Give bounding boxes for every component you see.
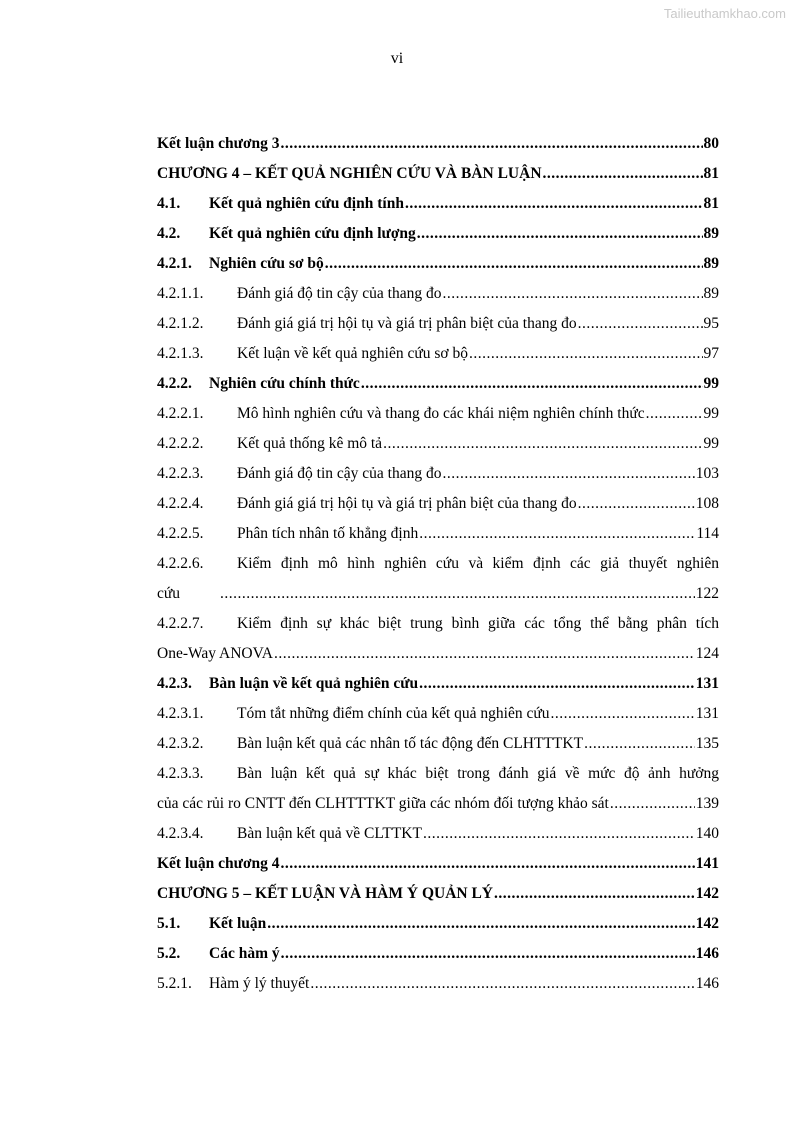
toc-entry-page: 139 [695, 795, 719, 812]
toc-entry-title: Kết luận [209, 915, 267, 932]
toc-leader-dots [646, 399, 703, 429]
toc-entry-page: 95 [703, 315, 719, 332]
toc-entry[interactable] [157, 549, 719, 579]
watermark: Tailieuthamkhao.com [663, 6, 786, 21]
toc-entry-title: Bàn luận kết quả sự khác biệt trong đánh giá về mức độ ảnh hưởng [237, 765, 719, 782]
toc-entry-page: 135 [695, 735, 719, 752]
toc-entry[interactable] [157, 189, 719, 219]
toc-entry-page: 89 [703, 225, 719, 242]
toc-entry[interactable] [157, 759, 719, 789]
toc-entry-number: 4.2.1.2. [157, 315, 204, 332]
toc-entry-number: 4.2.2.2. [157, 435, 204, 452]
toc-entry-page: 81 [703, 165, 719, 182]
toc-entry-number: 5.2.1. [157, 975, 192, 992]
toc-entry-page: 89 [703, 285, 719, 302]
toc-leader-dots [405, 189, 703, 219]
toc-entry[interactable] [157, 789, 719, 819]
toc-leader-dots [325, 249, 703, 279]
toc-entry-page: 108 [695, 495, 719, 512]
toc-entry-title: Kết quả thống kê mô tả [237, 435, 383, 452]
toc-entry[interactable] [157, 579, 719, 609]
toc-entry-page: 80 [703, 135, 719, 152]
toc-entry-page: 89 [703, 255, 719, 272]
toc-leader-dots [274, 639, 695, 669]
toc-entry-page: 99 [703, 375, 719, 392]
toc-entry-page: 131 [695, 675, 719, 692]
toc-entry[interactable] [157, 339, 719, 369]
toc-leader-dots [267, 909, 694, 939]
toc-entry-number: 4.2.2.5. [157, 525, 204, 542]
toc-entry[interactable] [157, 639, 719, 669]
toc-entry[interactable] [157, 129, 719, 159]
toc-entry-title: Hàm ý lý thuyết [209, 975, 310, 992]
toc-leader-dots [578, 489, 695, 519]
toc-entry-title: cứu [157, 585, 181, 602]
toc-entry[interactable] [157, 279, 719, 309]
toc-entry-title: Đánh giá giá trị hội tụ và giá trị phân biệt của thang đo [237, 315, 577, 332]
toc-entry-page: 146 [695, 945, 719, 962]
toc-entry-page: 114 [696, 525, 719, 542]
toc-entry[interactable] [157, 819, 719, 849]
toc-leader-dots [469, 339, 703, 369]
toc-entry-number: 4.2.3.4. [157, 825, 204, 842]
toc-leader-dots [442, 279, 702, 309]
toc-entry-title: Bàn luận kết quả về CLTTKT [237, 825, 422, 842]
toc-entry-number: 4.2.2.6. [157, 555, 204, 572]
toc-entry-number: 5.2. [157, 945, 181, 962]
toc-entry-title: Kết luận về kết quả nghiên cứu sơ bộ [237, 345, 468, 362]
toc-entry-title: Phân tích nhân tố khẳng định [237, 525, 419, 542]
toc-entry-title: Kết luận chương 4 [157, 855, 280, 872]
toc-leader-dots [417, 219, 703, 249]
toc-leader-dots [610, 789, 695, 819]
toc-entry[interactable] [157, 699, 719, 729]
toc-entry[interactable] [157, 399, 719, 429]
toc-entry[interactable] [157, 219, 719, 249]
toc-leader-dots [361, 369, 703, 399]
toc-entry-page: 122 [695, 585, 719, 602]
toc-entry-title: Kết luận chương 3 [157, 135, 280, 152]
toc-entry-title: Bàn luận về kết quả nghiên cứu [209, 675, 419, 692]
toc-entry-number: 4.2.3.1. [157, 705, 204, 722]
toc-entry[interactable] [157, 369, 719, 399]
toc-entry[interactable] [157, 159, 719, 189]
toc-entry-title: Kết quả nghiên cứu định tính [209, 195, 404, 212]
toc-leader-dots [419, 669, 695, 699]
toc-entry[interactable] [157, 729, 719, 759]
toc-entry-title: Các hàm ý [209, 945, 280, 962]
toc-leader-dots [383, 429, 702, 459]
toc-entry-number: 4.2.2.1. [157, 405, 204, 422]
toc-leader-dots [419, 519, 695, 549]
toc-entry[interactable] [157, 519, 719, 549]
table-of-contents [157, 129, 719, 999]
toc-entry-number: 4.2.2.7. [157, 615, 204, 632]
toc-entry-page: 81 [703, 195, 719, 212]
toc-entry-number: 4.2.2.3. [157, 465, 204, 482]
toc-entry[interactable] [157, 459, 719, 489]
toc-entry-title: Kiểm định sự khác biệt trung bình giữa các tổng thể bằng phân tích [237, 615, 719, 632]
toc-entry-page: 141 [695, 855, 719, 872]
toc-entry[interactable] [157, 969, 719, 999]
toc-entry-page: 142 [695, 915, 719, 932]
toc-entry-page: 142 [695, 885, 719, 902]
toc-entry[interactable] [157, 939, 719, 969]
toc-entry[interactable] [157, 429, 719, 459]
toc-entry-title: CHƯƠNG 5 – KẾT LUẬN VÀ HÀM Ý QUẢN LÝ [157, 885, 493, 902]
toc-entry-page: 97 [703, 345, 719, 362]
toc-entry[interactable] [157, 909, 719, 939]
toc-entry-page: 99 [703, 435, 719, 452]
toc-entry-title: Đánh giá độ tin cậy của thang đo [237, 465, 442, 482]
page-number: vi [390, 50, 404, 67]
toc-entry-title: Kết quả nghiên cứu định lượng [209, 225, 416, 242]
toc-entry-number: 5.1. [157, 915, 181, 932]
toc-entry[interactable] [157, 609, 719, 639]
toc-entry-title: Nghiên cứu chính thức [209, 375, 360, 392]
toc-entry-number: 4.2.2.4. [157, 495, 204, 512]
toc-leader-dots [310, 969, 694, 999]
toc-entry-title: Nghiên cứu sơ bộ [209, 255, 324, 272]
toc-entry-title: Mô hình nghiên cứu và thang đo các khái niệm nghiên chính thức [237, 405, 645, 422]
toc-entry[interactable] [157, 849, 719, 879]
toc-entry-title: Đánh giá giá trị hội tụ và giá trị phân biệt của thang đo [237, 495, 577, 512]
toc-leader-dots [281, 849, 695, 879]
toc-entry-number: 4.2.3. [157, 675, 192, 692]
toc-leader-dots [551, 699, 695, 729]
toc-entry-page: 99 [703, 405, 719, 422]
toc-entry[interactable] [157, 489, 719, 519]
toc-entry-number: 4.2. [157, 225, 181, 242]
toc-entry-title: Đánh giá độ tin cậy của thang đo [237, 285, 442, 302]
toc-entry[interactable] [157, 879, 719, 909]
toc-entry-number: 4.2.3.2. [157, 735, 204, 752]
toc-leader-dots [543, 159, 703, 189]
toc-entry-number: 4.2.1.1. [157, 285, 204, 302]
toc-entry[interactable] [157, 249, 719, 279]
toc-leader-dots [423, 819, 695, 849]
toc-entry-page: 140 [695, 825, 719, 842]
toc-entry-number: 4.2.1.3. [157, 345, 204, 362]
toc-leader-dots [442, 459, 694, 489]
toc-entry-title: Tóm tắt những điểm chính của kết quả nghiên cứu [237, 705, 550, 722]
toc-entry-number: 4.1. [157, 195, 181, 212]
toc-entry[interactable] [157, 669, 719, 699]
toc-entry-page: 146 [695, 975, 719, 992]
toc-entry-page: 124 [695, 645, 719, 662]
toc-leader-dots [281, 129, 703, 159]
toc-entry-page: 103 [695, 465, 719, 482]
toc-leader-dots [584, 729, 695, 759]
toc-leader-dots [578, 309, 703, 339]
toc-leader-dots [281, 939, 695, 969]
toc-entry-title: One-Way ANOVA [157, 645, 273, 662]
toc-entry-number: 4.2.2. [157, 375, 192, 392]
toc-entry-number: 4.2.1. [157, 255, 192, 272]
toc-entry[interactable] [157, 309, 719, 339]
toc-leader-dots [220, 579, 695, 609]
toc-leader-dots [494, 879, 695, 909]
toc-entry-title: Bàn luận kết quả các nhân tố tác động đến CLHTTTKT [237, 735, 584, 752]
toc-entry-title: của các rủi ro CNTT đến CLHTTTKT giữa các nhóm đối tượng khảo sát [157, 795, 609, 812]
toc-entry-title: CHƯƠNG 4 – KẾT QUẢ NGHIÊN CỨU VÀ BÀN LUẬN [157, 165, 542, 182]
toc-entry-number: 4.2.3.3. [157, 765, 204, 782]
toc-entry-title: Kiểm định mô hình nghiên cứu và kiểm định các giả thuyết nghiên [237, 555, 719, 572]
toc-entry-page: 131 [695, 705, 719, 722]
